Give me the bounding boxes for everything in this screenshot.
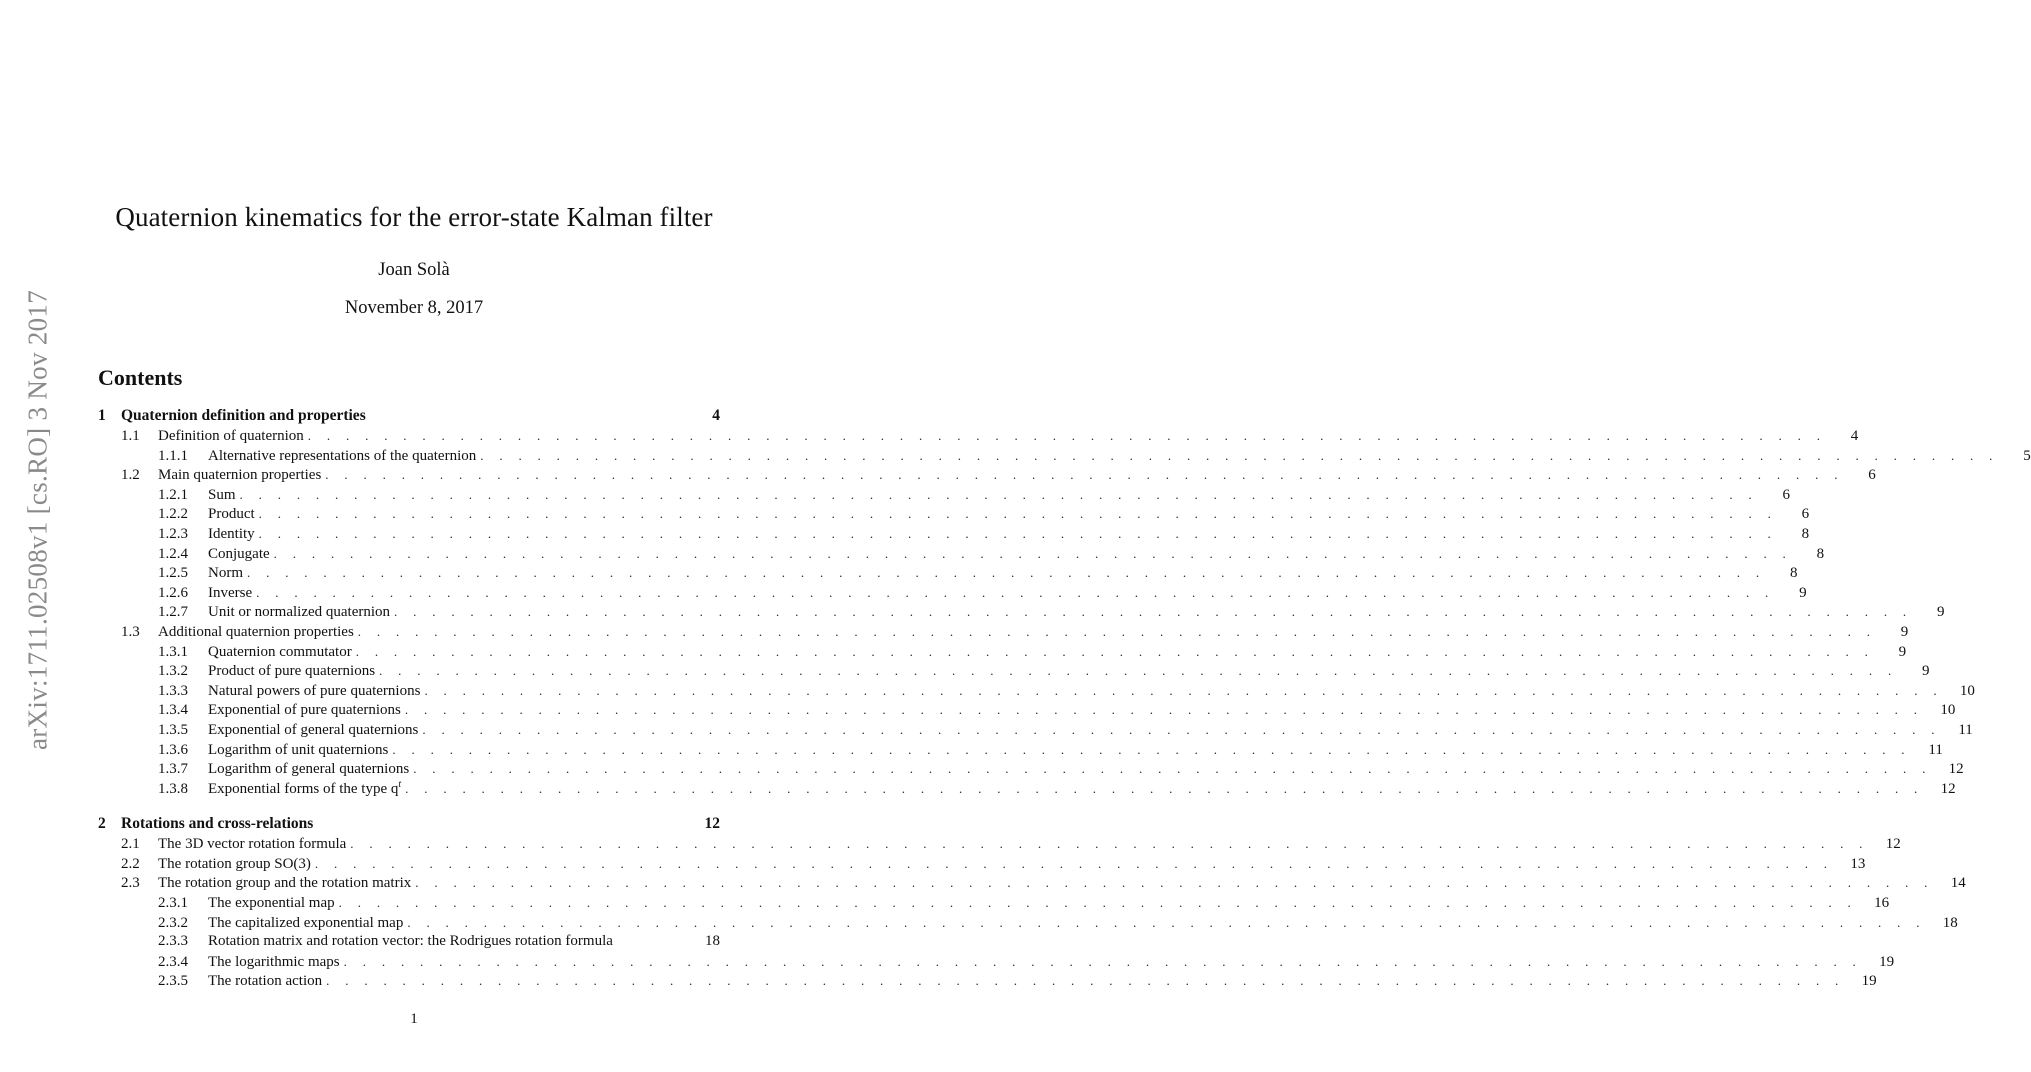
toc-entry-title-text: Product of pure quaternions [208, 663, 376, 680]
toc-entry-page: 4 [688, 406, 720, 426]
toc-entry-title [208, 662, 379, 682]
toc-dot-leader: . . . . . . . . . . . . . . . . . . . . . . . . . . . . . . . . . . . . . . . . . . . . . . . . . . . . . . . . . . . . . . . . . . . . . . . . . . . . . . . . [355, 643, 1875, 659]
toc-entry-page: 6 [1777, 505, 1809, 525]
toc-entry-page: 6 [1758, 486, 1790, 506]
toc-entry-page: 9 [1912, 603, 1944, 623]
toc-entry-number: 1.2.2 [158, 506, 188, 523]
toc-entry-title [158, 855, 315, 875]
toc-dot-leader: . . . . . . . . . . . . . . . . . . . . . . . . . . . . . . . . . . . . . . . . . . . . . . . . . . . . . . . . . . . . . . . . . . . . . . . . . . . . . . . . [357, 623, 1877, 639]
toc-entry-title [208, 643, 356, 663]
toc-entry-title [208, 894, 339, 914]
toc-entry-title-text: Additional quaternion properties [158, 623, 354, 640]
toc-entry-number: 2.3.1 [158, 895, 188, 912]
toc-entry[interactable] [98, 700, 1956, 720]
toc-entry-title [158, 466, 325, 486]
toc-dot-leader: . . . . . . . . . . . . . . . . . . . . . . . . . . . . . . . . . . . . . . . . . . . . . . . . . . . . . . . . . . . . . . . . . . . . . . . . . . . . . . . . [256, 584, 1775, 600]
toc-dot-leader: . . . . . . . . . . . . . . . . . . . . . . . . . . . . . . . . . . . . . . . . . . . . . . . . . . . . . . . . . . . . . . . . . . . . . . . . . . . . . . . . [415, 875, 1934, 891]
toc-dot-leader: . . . . . . . . . . . . . . . . . . . . . . . . . . . . . . . . . . . . . . . . . . . . . . . . . . . . . . . . . . . . . . . . . . . . . . . . . . . . . . . . [350, 836, 1869, 852]
toc-entry-page: 9 [1876, 623, 1908, 643]
toc-entry-title [121, 406, 370, 426]
toc-entry[interactable] [98, 524, 1810, 544]
toc-entry-number: 2.2 [121, 855, 140, 872]
toc-entry-title [208, 741, 392, 761]
toc-entry-title [208, 780, 405, 800]
toc-entry[interactable] [98, 642, 1907, 662]
toc-entry-title [158, 623, 358, 643]
toc-entry-page: 11 [1911, 741, 1943, 761]
toc-entry[interactable] [98, 814, 720, 834]
toc-entry-title-text: The rotation group and the rotation matrix [158, 875, 412, 892]
toc-entry-title-text: Quaternion commutator [208, 643, 352, 660]
toc-dot-leader: . . . . . . . . . . . . . . . . . . . . . . . . . . . . . . . . . . . . . . . . . . . . . . . . . . . . . . . . . . . . . . . . . . . . . . . . . . . . . . . . [325, 467, 1844, 483]
toc-entry-title [208, 545, 274, 565]
toc-entry-title [208, 486, 240, 506]
toc-entry-title [158, 874, 415, 894]
toc-entry-number: 1.3.8 [158, 780, 188, 797]
toc-entry[interactable] [98, 971, 1877, 991]
toc-entry-number: 1.2.1 [158, 486, 188, 503]
toc-entry-title [208, 932, 617, 952]
toc-dot-leader: . . . . . . . . . . . . . . . . . . . . . . . . . . . . . . . . . . . . . . . . . . . . . . . . . . . . . . . . . . . . . . . . . . . . . . . . . . . . . . . . [394, 604, 1913, 620]
toc-entry-page: 19 [1862, 953, 1894, 973]
toc-entry[interactable] [98, 544, 1825, 564]
toc-entry-title [208, 721, 422, 741]
toc-entry-title-text: Main quaternion properties [158, 467, 322, 484]
toc-entry-title-text: Rotations and cross-relations [121, 815, 314, 833]
toc-dot-leader: . . . . . . . . . . . . . . . . . . . . . . . . . . . . . . . . . . . . . . . . . . . . . . . . . . . . . . . . . . . . . . . . . . . . . . . . . . . . . . . . [307, 428, 1827, 443]
toc-dot-leader: . . . . . . . . . . . . . . . . . . . . . . . . . . . . . . . . . . . . . . . . . . . . . . . . . . . . . . . . . . . . . . . . . . . . . . . . . . . . . . . . [424, 682, 1943, 698]
toc-entry-title-text: The rotation group SO(3) [158, 855, 311, 872]
toc-entry-number: 1.3 [121, 623, 140, 640]
toc-entry-number: 2 [98, 815, 106, 833]
author-name: Joan Solà [378, 260, 450, 280]
toc-entry-page: 12 [688, 814, 720, 834]
toc-entry[interactable] [98, 913, 1958, 933]
toc-entry-title-text: Rotation matrix and rotation vector: the Rodrigues rotation formula [208, 933, 613, 950]
toc-entry-page: 10 [1943, 682, 1975, 702]
toc-entry-title [208, 914, 407, 934]
toc-entry[interactable] [98, 426, 1859, 446]
toc-entry-title [208, 584, 256, 604]
toc-entry[interactable] [98, 583, 1807, 603]
toc-entry[interactable] [98, 778, 1956, 799]
toc-entry-page: 4 [1826, 427, 1858, 447]
toc-entry-page: 18 [1926, 914, 1958, 934]
toc-entry-title-text: Sum [208, 486, 236, 503]
toc-entry-title-text: Conjugate [208, 545, 270, 562]
toc-entry-title-text: The 3D vector rotation formula [158, 836, 347, 853]
contents-heading: Contents [98, 365, 183, 390]
toc-entry-title [208, 682, 424, 702]
paper-date: November 8, 2017 [344, 298, 484, 318]
toc-entry-page: 12 [1932, 760, 1964, 780]
toc-dot-leader: . . . . . . . . . . . . . . . . . . . . . . . . . . . . . . . . . . . . . . . . . . . . . . . . . . . . . . . . . . . . . . . . . . . . . . . . . . . . . . . . [247, 565, 1766, 581]
toc-entry-page: 14 [1934, 874, 1966, 894]
toc-entry[interactable] [98, 854, 1866, 874]
toc-entry-title-text: Exponential forms of the type q [208, 780, 399, 797]
toc-entry[interactable] [98, 465, 1876, 485]
toc-entry-title-text: Identity [208, 525, 255, 542]
toc-entry[interactable] [98, 602, 1945, 622]
toc-entry[interactable] [98, 485, 1790, 505]
toc-entry-title [208, 564, 247, 584]
toc-entry-title-text: Quaternion definition and properties [121, 407, 366, 424]
toc-entry-title [208, 953, 344, 973]
toc-entry-title-text: The rotation action [208, 973, 323, 990]
toc-entry-number: 2.3.2 [158, 914, 188, 931]
toc-entry-number: 2.3.4 [158, 953, 188, 970]
toc-entry-title-text: Exponential of general quaternions [208, 721, 419, 738]
toc-entry[interactable] [98, 873, 1966, 893]
toc-entry-title [208, 760, 413, 780]
toc-entry-title [121, 814, 317, 834]
toc-entry-title-text: Exponential of pure quaternions [208, 702, 401, 719]
toc-entry-number: 1 [98, 407, 106, 424]
toc-entry-number: 2.1 [121, 836, 140, 853]
table-of-contents [98, 406, 2031, 991]
toc-entry-superscript: t [398, 778, 402, 790]
toc-entry-page: 5 [1999, 447, 2031, 467]
toc-entry-title-text: Definition of quaternion [158, 428, 304, 444]
toc-entry-title [208, 525, 259, 545]
toc-entry-number: 1.2.5 [158, 565, 188, 582]
toc-entry-title [158, 427, 308, 447]
toc-entry-title-text: Logarithm of general quaternions [208, 761, 410, 778]
toc-entry-title [208, 701, 405, 721]
toc-entry[interactable] [98, 446, 2031, 466]
toc-entry-page: 12 [1869, 835, 1901, 855]
toc-dot-leader: . . . . . . . . . . . . . . . . . . . . . . . . . . . . . . . . . . . . . . . . . . . . . . . . . . . . . . . . . . . . . . . . . . . . . . . . . . . . . . . . [343, 953, 1863, 969]
toc-entry[interactable] [98, 406, 720, 426]
toc-entry-number: 1.1 [121, 428, 140, 444]
toc-entry-number: 1.2 [121, 467, 140, 484]
toc-entry-page: 11 [1941, 721, 1973, 741]
toc-entry-page: 9 [1898, 662, 1930, 682]
toc-dot-leader: . . . . . . . . . . . . . . . . . . . . . . . . . . . . . . . . . . . . . . . . . . . . . . . . . . . . . . . . . . . . . . . . . . . . . . . . . . . . . . . . [338, 895, 1858, 911]
toc-entry-number: 1.3.2 [158, 663, 188, 680]
toc-entry[interactable] [98, 563, 1798, 583]
toc-entry-number: 2.3 [121, 875, 140, 892]
toc-entry-page: 9 [1775, 584, 1807, 604]
toc-entry-page: 6 [1844, 466, 1876, 486]
toc-entry-number: 1.3.5 [158, 721, 188, 738]
toc-entry-title [208, 447, 480, 467]
toc-entry-number: 1.3.1 [158, 643, 188, 660]
toc-entry[interactable] [98, 893, 1890, 913]
toc-entry[interactable] [98, 720, 1973, 740]
toc-dot-leader: . . . . . . . . . . . . . . . . . . . . . . . . . . . . . . . . . . . . . . . . . . . . . . . . . . . . . . . . . . . . . . . . . . . . . . . . . . . . . . . . [326, 973, 1845, 989]
toc-entry-number: 1.2.6 [158, 584, 188, 601]
toc-entry[interactable] [98, 661, 1930, 681]
toc-entry-title-text: Natural powers of pure quaternions [208, 682, 421, 699]
toc-entry-title-text: Inverse [208, 584, 253, 601]
toc-dot-leader: . . . . . . . . . . . . . . . . . . . . . . . . . . . . . . . . . . . . . . . . . . . . . . . . . . . . . . . . . . . . . . . . . . . . . . . . . . . . . . . . [405, 780, 1924, 796]
toc-entry-number: 1.3.6 [158, 741, 188, 758]
toc-dot-leader: . . . . . . . . . . . . . . . . . . . . . . . . . . . . . . . . . . . . . . . . . . . . . . . . . . . . . . . . . . . . . . . . . . . . . . . . . . . . . . . . [273, 545, 1793, 561]
toc-entry[interactable] [98, 740, 1943, 760]
toc-entry[interactable] [98, 504, 1810, 524]
toc-entry-page: 8 [1765, 564, 1797, 584]
arxiv-stamp: arXiv:1711.02508v1 [cs.RO] 3 Nov 2017 [22, 289, 53, 751]
toc-dot-leader: . . . . . . . . . . . . . . . . . . . . . . . . . . . . . . . . . . . . . . . . . . . . . . . . . . . . . . . . . . . . . . . . . . . . . . . . . . . . . . . . [422, 721, 1941, 737]
toc-dot-leader: . . . . . . . . . . . . . . . . . . . . . . . . . . . . . . . . . . . . . . . . . . . . . . . . . . . . . . . . . . . . . . . . . . . . . . . . . . . . . . . . [314, 855, 1834, 871]
toc-entry-title-text: The logarithmic maps [208, 953, 340, 970]
toc-entry-number: 1.2.4 [158, 545, 188, 562]
toc-entry[interactable] [98, 932, 720, 952]
toc-dot-leader: . . . . . . . . . . . . . . . . . . . . . . . . . . . . . . . . . . . . . . . . . . . . . . . . . . . . . . . . . . . . . . . . . . . . . . . . . . . . . . . . [404, 702, 1924, 718]
toc-entry-title-text: Alternative representations of the quaternion [208, 447, 477, 464]
toc-entry[interactable] [98, 681, 1975, 701]
toc-entry-title-text: Unit or normalized quaternion [208, 604, 391, 621]
toc-entry-number: 1.3.3 [158, 682, 188, 699]
toc-dot-leader: . . . . . . . . . . . . . . . . . . . . . . . . . . . . . . . . . . . . . . . . . . . . . . . . . . . . . . . . . . . . . . . . . . . . . . . . . . . . . . . . [480, 447, 1999, 463]
toc-dot-leader: . . . . . . . . . . . . . . . . . . . . . . . . . . . . . . . . . . . . . . . . . . . . . . . . . . . . . . . . . . . . . . . . . . . . . . . . . . . . . . . . [379, 663, 1898, 679]
toc-entry-title [208, 972, 326, 992]
toc-entry-number: 1.2.3 [158, 525, 188, 542]
toc-entry-page: 16 [1857, 894, 1889, 914]
toc-entry-number: 2.3.5 [158, 973, 188, 990]
toc-entry-title [208, 505, 259, 525]
toc-entry-title-text: The capitalized exponential map [208, 914, 404, 931]
toc-entry-number: 1.3.4 [158, 702, 188, 719]
toc-entry[interactable] [98, 622, 1909, 642]
toc-dot-leader: . . . . . . . . . . . . . . . . . . . . . . . . . . . . . . . . . . . . . . . . . . . . . . . . . . . . . . . . . . . . . . . . . . . . . . . . . . . . . . . . [258, 506, 1778, 522]
paper-title: Quaternion kinematics for the error-state Kalman filter [115, 202, 713, 232]
toc-entry-page: 19 [1845, 972, 1877, 992]
toc-entry-number: 1.1.1 [158, 447, 188, 464]
toc-entry-page: 10 [1923, 701, 1955, 721]
toc-entry[interactable] [98, 759, 1964, 779]
toc-entry-title [158, 835, 350, 855]
toc-entry-title-text: Norm [208, 565, 243, 582]
toc-entry-page: 9 [1874, 643, 1906, 663]
page-number: 1 [410, 1011, 418, 1027]
toc-dot-leader: . . . . . . . . . . . . . . . . . . . . . . . . . . . . . . . . . . . . . . . . . . . . . . . . . . . . . . . . . . . . . . . . . . . . . . . . . . . . . . . . [239, 486, 1758, 502]
toc-entry-page: 18 [688, 932, 720, 952]
toc-dot-leader: . . . . . . . . . . . . . . . . . . . . . . . . . . . . . . . . . . . . . . . . . . . . . . . . . . . . . . . . . . . . . . . . . . . . . . . . . . . . . . . . [407, 914, 1926, 930]
toc-entry-title-text: Logarithm of unit quaternions [208, 741, 389, 758]
toc-entry-page: 8 [1777, 525, 1809, 545]
toc-entry-page: 12 [1924, 780, 1956, 800]
toc-entry[interactable] [98, 952, 1895, 972]
toc-entry-title-text: The exponential map [208, 895, 335, 912]
toc-dot-leader: . . . . . . . . . . . . . . . . . . . . . . . . . . . . . . . . . . . . . . . . . . . . . . . . . . . . . . . . . . . . . . . . . . . . . . . . . . . . . . . . [258, 525, 1778, 541]
toc-entry-page: 13 [1833, 855, 1865, 875]
toc-entry-title [208, 603, 394, 623]
toc-entry-page: 8 [1792, 545, 1824, 565]
toc-entry-title-text: Product [208, 506, 255, 523]
toc-entry-number: 1.3.7 [158, 761, 188, 778]
toc-entry[interactable] [98, 834, 1901, 854]
toc-dot-leader: . . . . . . . . . . . . . . . . . . . . . . . . . . . . . . . . . . . . . . . . . . . . . . . . . . . . . . . . . . . . . . . . . . . . . . . . . . . . . . . . [413, 761, 1932, 777]
toc-entry-number: 2.3.3 [158, 933, 188, 950]
toc-dot-leader: . . . . . . . . . . . . . . . . . . . . . . . . . . . . . . . . . . . . . . . . . . . . . . . . . . . . . . . . . . . . . . . . . . . . . . . . . . . . . . . . [392, 741, 1911, 757]
toc-entry-number: 1.2.7 [158, 604, 188, 621]
